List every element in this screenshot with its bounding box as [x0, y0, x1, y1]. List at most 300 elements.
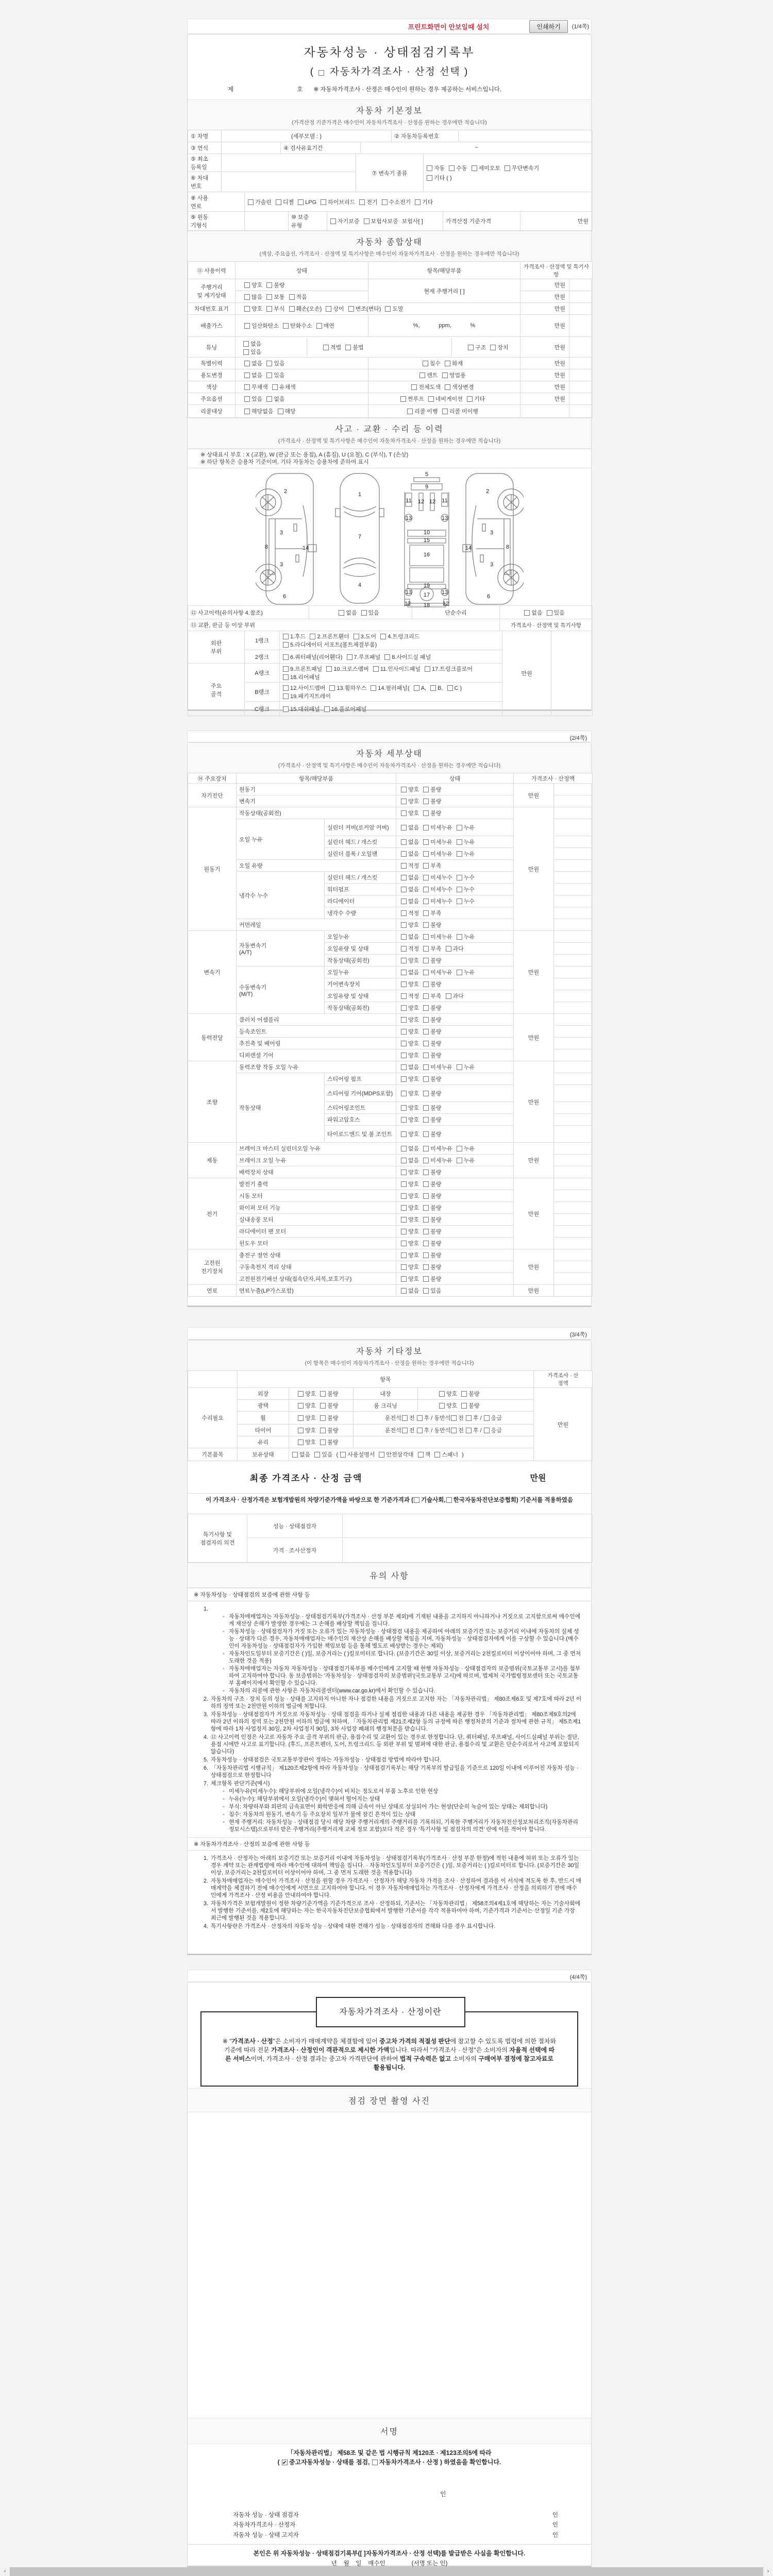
option: 누유 — [456, 933, 475, 941]
option: 누유 — [456, 850, 475, 858]
detail-row — [188, 1249, 593, 1261]
checkbox — [401, 1091, 407, 1096]
option: 미세누유 — [423, 1144, 452, 1153]
option: 있음 — [546, 608, 565, 617]
checkbox — [382, 199, 388, 205]
scroll-left-arrow[interactable]: ‹ — [0, 2567, 10, 2576]
note-cell — [554, 836, 593, 848]
diagram-part-number: 8 — [264, 544, 268, 550]
tire-position-options: 운전석 전 후 / 동반석 전 후 / 응급 — [354, 1425, 534, 1436]
note-cell — [554, 1273, 593, 1285]
option: 19.패키지트레이 — [282, 692, 331, 700]
item-label: 브레이크 오일 누유 — [237, 1155, 396, 1166]
checkbox — [401, 1205, 407, 1211]
checkbox — [423, 839, 429, 845]
option: 불법 — [345, 343, 363, 351]
checkbox — [423, 1217, 429, 1223]
note-cell — [554, 955, 593, 967]
section-detail-state: 자동차 세부상태 (가격조사 · 산정액 및 특기사항은 매수인이 자동차가격조사 · 산정을 원하는 경우에만 적습니다) — [188, 742, 591, 773]
diagram-part-number: 11 — [405, 498, 412, 504]
basic-info-row6: ⑨ 원동 기형식 ⑩ 보증 유형 자기보증 보험사보증 보험사[ ] 가격산정 기준가격 만원 — [188, 211, 593, 231]
page-2 — [187, 742, 592, 1307]
note-cell — [554, 860, 593, 872]
item-label: 냉각수 수량 — [325, 907, 396, 919]
state-options — [396, 1261, 514, 1273]
option: 양호 — [400, 956, 419, 964]
option: 자동 — [426, 164, 445, 172]
note-cell — [554, 1126, 593, 1143]
diagram-part-number: 4 — [358, 582, 361, 588]
option: 있음 — [244, 395, 262, 403]
option: 하이브리드 — [320, 198, 355, 206]
checkbox — [244, 282, 250, 288]
note-item: 3. 자동차가격은 보험개발원이 정한 차량기준가액을 기준가격으로 조사 · 산정하되, 기준서는 「자동차관리법」 제58조의4제1호에 해당하는 자는 기술사회에서 발행한 기준서를, 제2호에 해당하는 자는 한국자동차진단보증협회에서 발행한 기준서를 각각 적용하여야 하며, 기준가격과 기준서는 산정일 기준 가장 최근에 발행된 것을 적용합니다. — [203, 1901, 580, 1921]
checkbox — [401, 887, 407, 892]
checkbox — [402, 1428, 408, 1433]
option: 탄화수소 — [282, 321, 312, 330]
sub-group-label: 오일 누유 — [237, 819, 325, 860]
checkbox — [423, 1053, 429, 1058]
option: 불량 — [320, 1426, 338, 1434]
option: 양호 — [400, 1168, 419, 1176]
scroll-right-arrow[interactable]: › — [763, 2567, 773, 2576]
checkbox — [423, 1029, 429, 1035]
checkbox — [401, 981, 407, 987]
horizontal-scrollbar[interactable] — [0, 2567, 773, 2576]
option: 양호 — [400, 809, 419, 817]
state-options — [396, 1214, 514, 1226]
item-label: 등속조인트 — [237, 1026, 396, 1038]
checkbox — [423, 1181, 429, 1187]
state-options — [396, 819, 514, 836]
note-cell — [554, 784, 593, 795]
option: 양호 — [439, 1389, 457, 1398]
checkbox — [380, 634, 386, 639]
option: 없음 — [400, 1156, 419, 1164]
checkbox — [401, 851, 407, 857]
state-options — [396, 895, 514, 907]
option: 6.쿼터패널(리어휀다) — [282, 653, 343, 661]
diagram-part-number: 6 — [486, 594, 490, 600]
note-cell — [554, 1073, 593, 1085]
option: 양호 — [400, 1115, 419, 1124]
checkbox — [457, 1146, 462, 1151]
checkbox — [243, 349, 249, 355]
option: 화재 — [444, 359, 463, 367]
checkbox — [414, 685, 419, 691]
note-bullet: ◦ 자동차매매업자는 자동차 자동차성능 · 상태점검기록부를 매수인에게 고지할 때 현행 자동차성능 · 상태점검자의 보증범위(국토교통부 고시)를 첨부하여 고지하여야 합니다. 동 보증범위는 '자동차성능 · 상태점검자의 보증범위'(국토교통부 고시)에 따르며, 법제처 국가법령정보센터 또는 국토교통부 홈페이지에서 확인할 수 있습니다. — [223, 1666, 581, 1686]
note-cell — [554, 1178, 593, 1190]
checkbox — [244, 384, 250, 390]
state-options — [396, 1014, 514, 1026]
checkbox — [423, 910, 429, 916]
option: 있음 — [314, 1450, 332, 1459]
diagram-part-number: 8 — [506, 544, 509, 550]
page-3 — [187, 1340, 592, 1955]
state-options — [396, 795, 514, 807]
sign-law-line2: ( ✔중고자동차성능 · 상태를 점검, 자동차가격조사 · 산정 ) 하였음을 확인합니다. — [188, 2458, 591, 2467]
option: 양호 — [297, 1414, 316, 1422]
state-options — [396, 1126, 514, 1143]
checkbox — [329, 685, 335, 691]
checkbox — [461, 1403, 467, 1409]
sub-group-label: 자동변속기 (A/T) — [237, 931, 325, 967]
option: 변조(변타) — [348, 304, 381, 313]
item-label: 오일누유 — [325, 931, 396, 943]
item-label: 발전기 출력 — [237, 1178, 396, 1190]
option: 부족 — [423, 944, 441, 953]
checkbox — [283, 323, 289, 329]
option: 불량 — [423, 809, 441, 817]
option: 양호 — [244, 304, 262, 313]
checkbox — [423, 970, 429, 975]
option: 기타 — [414, 198, 433, 206]
checkbox — [401, 1053, 407, 1058]
warranty-options — [330, 218, 402, 225]
option: 누수 — [456, 897, 475, 905]
diagram-part-number: 16 — [423, 552, 430, 558]
checkbox — [401, 958, 407, 963]
state-options — [396, 967, 514, 978]
inspector-opinion-table: 특기사항 및 점검자의 의견 성능 · 상태점검자 가격 · 조사산정자 — [188, 1514, 593, 1563]
option: 유채색 — [272, 383, 296, 391]
item-label: 오일유량 및 상태 — [325, 990, 396, 1002]
option: 기타 — [466, 395, 485, 403]
option: 적정 — [400, 944, 419, 953]
checkbox — [423, 922, 429, 928]
note-item: 2. 자동차매매업자는 매수인이 가격조사 · 산정을 원할 경우 가격조사 · 산정자가 해당 자동차 가격을 조사 · 산정하여 결과를 이 서식에 적도록 한 후, 반드시 매매계약을 체결하기 전에 매수인에게 서면으로 고지하여야 합니다. 이 경우 자동차매매업자는 가격조사 · 산정자에게 가격조사 · 산정을 의뢰하기 전에 매수인에게 가격조사 · 산정 비용을 안내하여야 합니다. — [203, 1878, 581, 1899]
checkbox — [320, 1403, 326, 1409]
checkbox — [407, 409, 413, 414]
state-options — [396, 1273, 514, 1285]
checkbox — [292, 1452, 298, 1458]
state-options — [396, 1190, 514, 1202]
state-options — [396, 807, 514, 819]
panel-rank-table: 외판 부위 1랭크 1.후드 2.프론트휀더 3.도어 4.트렁크리드5.라디에이터 서포트(볼트체결부품) 만원 2랭크 6.쿼터패널(리어휀다) 7.루프패널 8.사이드실 패널 주요 골격 A랭크 9.프론트패널 10.크로스멤버 11.인사이드패널 17.트렁크플로어18.리어패널 B랭크 12.사이드멤버 13.휠하우스 14.필러패널( A, B, C )19.패키지트레이 C랭크 15.대쉬패널 16.플로어패널 — [188, 631, 593, 716]
option: 불량 — [423, 1004, 441, 1012]
option: 무채색 — [244, 383, 268, 391]
checkbox — [400, 396, 406, 402]
checkbox — [401, 934, 407, 940]
option: 양호 — [400, 797, 419, 805]
checkbox — [318, 70, 324, 76]
checkbox — [457, 887, 462, 892]
option: 양호 — [400, 785, 419, 793]
note-cell — [554, 1249, 593, 1261]
option: 불량 — [266, 281, 284, 289]
checkbox — [401, 1217, 407, 1223]
checkbox — [289, 294, 295, 300]
device-group-label: 변속기 — [188, 931, 237, 1014]
checkbox — [401, 910, 407, 916]
option: 18.리어패널 — [282, 673, 320, 681]
note-bullet: ◦ 누유(누수): 해당부위에서 오일(냉각수)이 맺혀서 떨어지는 상태 — [223, 1796, 380, 1802]
option: 7.루프패널 — [346, 653, 381, 661]
accident-row12: ⑫ 사고이력(유의사항 4.참조) 없음 있음 단순수리 없음 있음 — [188, 605, 593, 619]
state-options — [396, 1178, 514, 1190]
state-options — [396, 1226, 514, 1238]
checkbox — [451, 1415, 457, 1421]
install-link[interactable]: 프린트화면이 안보일때 설치 — [408, 23, 490, 31]
signer-row: 자동차 성능 · 상태 고지자 인 — [233, 2532, 558, 2538]
checkbox — [423, 1064, 429, 1070]
option: 불량 — [423, 1263, 441, 1271]
checkbox — [361, 610, 367, 616]
option: 누수 — [456, 885, 475, 893]
checkbox — [401, 1241, 407, 1246]
option: 적정 — [400, 992, 419, 1000]
option: 불량 — [320, 1438, 338, 1446]
diagram-part-number: 3 — [490, 562, 493, 568]
first-reg-field — [222, 154, 356, 172]
option: 있음 — [243, 348, 261, 356]
checkbox — [423, 1158, 429, 1163]
option: 양호 — [400, 1089, 419, 1097]
checkbox — [298, 1415, 304, 1421]
note-cell — [554, 848, 593, 860]
option: 4.트렁크리드 — [380, 632, 419, 640]
checkbox — [321, 199, 326, 205]
note-cell — [554, 967, 593, 978]
checkbox — [445, 361, 450, 366]
option: 불량 — [423, 1051, 441, 1059]
note-item: 3. 자동차성능 · 상태점검자가 거짓으로 자동차성능 · 상태 점검을 하거나 실제 점검한 내용과 다른 내용을 제공한 경우 「자동차관리법」 제80조제9호의2에 따라 2년 이하의 징역 또는 2천만원 이하의 벌금에 처하며, 「자동차관리법 제21조제2항 등의 규정에 따른 행정처분의 기준과 절차에 관한 규칙」 제5조제1항에 따라 1차 사업정지 30일, 2차 사업정지 90일, 3차 사업장 폐쇄의 행정처분을 받습니다. — [203, 1711, 581, 1732]
option: 해당없음 — [244, 407, 274, 415]
option: 미세누수 — [423, 897, 452, 905]
checkbox — [326, 666, 332, 672]
scrollbar-thumb[interactable] — [10, 2567, 763, 2576]
option: 양호 — [400, 1180, 419, 1188]
checkbox — [414, 1497, 419, 1503]
checkbox — [330, 218, 336, 224]
item-label: 디퍼렌셜 기어 — [237, 1049, 396, 1061]
checkbox — [423, 851, 429, 857]
option: 있음 — [266, 359, 284, 367]
option: 있음 — [361, 608, 379, 617]
option: 불량 — [320, 1389, 338, 1398]
item-label: 스티어링 펌프 — [325, 1073, 396, 1085]
option: 없음 — [400, 1063, 419, 1071]
checkbox — [451, 1428, 457, 1433]
device-group-label: 제동 — [188, 1143, 237, 1178]
option: 양호 — [400, 1051, 419, 1059]
checkbox — [278, 409, 283, 414]
item-label: 동력조향 작동 오일 누유 — [237, 1061, 396, 1073]
doc-title: 자동차성능 · 상태점검기록부 — [304, 45, 475, 59]
option: 양호 — [400, 1215, 419, 1224]
checkbox — [466, 1415, 472, 1421]
checkbox — [423, 1276, 429, 1282]
checkbox — [298, 199, 304, 205]
checkbox — [401, 1131, 407, 1137]
checkbox — [423, 1076, 429, 1082]
checkbox — [434, 1452, 440, 1458]
option: LPG — [297, 199, 316, 206]
note-cell — [554, 907, 593, 919]
checkbox — [428, 396, 434, 402]
note-cell — [554, 1143, 593, 1155]
item-label: 오일누유 — [325, 967, 396, 978]
checkbox — [423, 1005, 429, 1011]
checkbox — [266, 361, 272, 366]
option: 14.필러패널( — [370, 684, 409, 692]
diagram-part-number: 3 — [279, 562, 283, 568]
checkbox — [401, 1229, 407, 1234]
option: 과다 — [445, 992, 464, 1000]
option: 불량 — [423, 1168, 441, 1176]
section-sign: 서명 — [188, 2418, 591, 2444]
option: 없음 — [400, 850, 419, 858]
transmission-options — [426, 164, 591, 172]
item-label: 연료누출(LP가스포함) — [237, 1285, 396, 1297]
checkbox — [401, 1146, 407, 1151]
option: 불량 — [423, 1130, 441, 1138]
checkbox — [423, 1205, 429, 1211]
section-overall-state: 자동차 종합상태 (색상, 주요옵션, 가격조사 · 산정액 및 특기사항은 매수인이 자동차가격조사 · 산정을 원하는 경우에만 적습니다) — [188, 231, 591, 262]
checkbox — [457, 839, 462, 845]
option: 없음 — [244, 371, 262, 379]
page-mark-4: (4/4쪽) — [187, 1970, 592, 1982]
checkbox — [384, 654, 390, 660]
option: 양호 — [400, 1204, 419, 1212]
item-label: 변속기 — [237, 795, 396, 807]
diagram-part-number: 11 — [441, 498, 448, 504]
doc-subtitle: ( 자동차가격조사 · 산정 선택 ) — [310, 66, 469, 77]
checkbox — [266, 282, 272, 288]
option: 장치 — [490, 343, 508, 351]
diagram-part-number: 2 — [485, 488, 489, 495]
opinion-field — [343, 1514, 593, 1538]
checkbox — [466, 1428, 472, 1433]
option: 해당 — [277, 407, 296, 415]
diagram-part-number: 10 — [423, 530, 430, 536]
detail-row — [188, 1143, 593, 1155]
option: 누유 — [456, 838, 475, 846]
price-cell: 만원 — [514, 1143, 554, 1178]
option: 양호 — [400, 1263, 419, 1271]
print-button[interactable]: 인쇄하기 — [529, 20, 567, 33]
checkbox — [244, 372, 250, 378]
option: 없음 — [400, 823, 419, 832]
note-cell — [554, 819, 593, 836]
option: 렌트 — [419, 371, 438, 379]
option: 불량 — [423, 1115, 441, 1124]
checkbox — [423, 887, 429, 892]
checkbox — [401, 1264, 407, 1270]
checkbox — [417, 1415, 423, 1421]
item-label: 커먼레일 — [237, 919, 396, 931]
note-bullet: ◦ 자동차의 리콜에 관한 사항은 자동차리콜센터(www.car.go.kr)에서 확인할 수 있습니다. — [223, 1688, 435, 1694]
item-label: 실린더 블록 / 오일팬 — [325, 848, 396, 860]
print-toolbar — [187, 19, 592, 34]
diagram-part-number: 12 — [417, 499, 424, 505]
checkbox — [547, 610, 552, 616]
state-options — [396, 931, 514, 943]
option: 불량 — [423, 797, 441, 805]
option: 있음 — [266, 371, 284, 379]
basic-info-row34: ⑤ 최초 등록일 ⑦ 변속기 종류 자동 수동 세미오토 무단변속기 기타 ( ) ⑥ 차대 번호 — [188, 154, 593, 192]
state-options — [396, 943, 514, 955]
checkbox — [457, 1158, 462, 1163]
checkbox — [244, 323, 250, 329]
photo-placeholder — [188, 2112, 591, 2418]
option: 10.크로스멤버 — [326, 665, 368, 673]
option: 불량 — [423, 1104, 441, 1112]
checkbox — [423, 825, 429, 831]
section-accident-history: 사고 · 교환 · 수리 등 이력 (가격조사 · 산정액 및 특기사항은 매수인이 자동차가격조사 · 산정을 원하는 경우에만 적습니다) — [188, 418, 591, 449]
diagram-part-number: 12 — [442, 601, 449, 607]
checkbox — [244, 396, 250, 402]
option: 양호 — [400, 1004, 419, 1012]
section-notice: 유의 사항 — [188, 1563, 591, 1588]
option: 없음 — [292, 1450, 310, 1459]
checkbox — [423, 1131, 429, 1137]
checkbox — [423, 1264, 429, 1270]
option: 가솔린 — [247, 198, 272, 206]
tire-position-options: 운전석 전 후 / 동반석 전 후 / 응급 — [354, 1412, 534, 1425]
option: 미세누유 — [423, 933, 452, 941]
option: 안전삼각대 — [378, 1450, 413, 1459]
option: 양호 — [400, 980, 419, 988]
checkbox — [449, 165, 455, 171]
note-cell — [554, 978, 593, 990]
state-options — [396, 1085, 514, 1102]
option: 8.사이드실 패널 — [384, 653, 431, 661]
checkbox — [524, 610, 530, 616]
note-cell — [554, 931, 593, 943]
option: 불량 — [461, 1401, 479, 1410]
checkbox — [423, 993, 429, 999]
checkbox — [401, 1117, 407, 1123]
checkbox — [298, 1391, 304, 1397]
diagram-part-number: 13 — [441, 515, 448, 521]
note-cell — [554, 895, 593, 907]
other-info-table: 항목 가격조사 · 산 정액 수리필요 외장 양호 불량 내장 양호 불량 만원 광택 양호 불량 룸 크리닝 양호 불량 휠 양호 불량 운전석 전 후 / 동반석 전 후 / 응급 타이어 양호 불량 운전석 전 후 / 동반석 전 후 / 응급 유리 양호 불량 기본품목 보유상태 없음 있음 ( 사용설명서 안전삼각대 잭 스패너 ) — [188, 1370, 593, 1461]
checkbox — [354, 634, 359, 639]
detail-row — [188, 1285, 593, 1297]
option: 자기보증 — [330, 217, 360, 225]
checkbox — [324, 706, 330, 712]
option: 적음 — [289, 293, 307, 301]
checkbox — [266, 372, 272, 378]
checkbox — [423, 1288, 429, 1294]
note-cell — [554, 1026, 593, 1038]
diagram-part-number: 19 — [423, 583, 430, 589]
option: 양호 — [400, 1251, 419, 1259]
checkbox — [244, 306, 250, 312]
note-cell — [554, 1238, 593, 1249]
option: 양호 — [400, 1130, 419, 1138]
note-cell — [554, 884, 593, 895]
note-bullet: ◦ 자동차인도일부터 보증기간은 ( )일, 보증거리는 ( )킬로미터로 합니다. (보증기간은 30일 이상, 보증거리는 2천킬로미터 이상이어야 하며, 그 중 먼저 도래한 것을 적용) — [223, 1651, 581, 1664]
option: 색상변경 — [444, 383, 474, 391]
option: 누유 — [456, 1156, 475, 1164]
price-definition-box: 자동차가격조사 · 산정이란 ※ "가격조사 · 산정"은 소비자가 매매계약을 체결함에 있어 중고차 가격의 적절성 판단에 참고할 수 있도록 법령에 의한 절차와 기준에 따라 전문 가격조사 · 산정인이 객관적으로 제시한 가액입니다. 따라서 "가격조사 · 산정"은 소비자의 자율적 선택에 따른 서비스이며, 가격조사 · 산정 결과는 중고차 가격판단에 관하여 법적 구속력은 없고 소비자의 구매여부 결정에 참고자료로 활용됩니다. — [188, 1982, 591, 2088]
state-options — [396, 872, 514, 884]
option: 양호 — [439, 1401, 457, 1410]
checkbox — [401, 799, 407, 804]
checkbox — [298, 1428, 304, 1433]
checkbox — [401, 1064, 407, 1070]
note-item: 4. ⑫ 사고이력 인정은 사고로 자동차 주요 골격 부위의 판금, 용접수리 및 교환이 있는 경우로 한정합니다. 단, 쿼터패널, 루프패널, 사이드실패널 부위는 절단, 용접 시에만 사고로 표기합니다. (후드, 프론트펜더, 도어, 트렁크리드 등 외판 부위 및 범퍼에 대한 판금, 용접수리 및 교환은 단순수리로서 사고에 포함되지 않습니다) — [203, 1734, 579, 1755]
option: 부족 — [423, 861, 441, 870]
state-options — [396, 1061, 514, 1073]
checkbox — [283, 685, 289, 691]
checkbox — [423, 1170, 429, 1175]
engine-type-field — [245, 212, 289, 231]
option: 적법 — [323, 343, 341, 351]
option: 양호 — [400, 1104, 419, 1112]
